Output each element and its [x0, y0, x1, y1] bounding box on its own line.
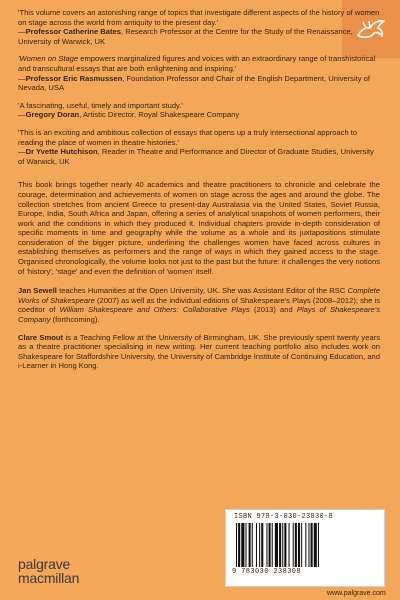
- barcode-bar: [305, 523, 306, 567]
- editor-name: Clare Smout: [18, 332, 64, 342]
- bio-title-italic: William Shakespeare and Others: Collaborative Plays: [59, 305, 250, 315]
- endorsement-quote: [18, 128, 380, 166]
- quote-text: 'This is an exciting and ambitious collection of essays that opens up a truly intersectional approach to reading the place of women in theatre histories.': [18, 127, 358, 147]
- isbn-label: ISBN 978-3-030-23830-8: [234, 513, 334, 521]
- endorser-name: Gregory Doran: [25, 110, 80, 120]
- endorser-role: , Artistic Director, Royal Shakespeare Company: [79, 110, 240, 120]
- bio-title-italic: Plays of Shakespeare's Company: [18, 305, 380, 325]
- barcode-bar: [279, 523, 281, 567]
- attribution-dash: —: [18, 110, 26, 120]
- attribution-dash: —: [18, 27, 26, 37]
- quote-text: 'A fascinating, useful, timely and important study.': [18, 100, 183, 110]
- isbn-barcode: [225, 509, 385, 587]
- bio-title-italic: Complete Works of Shakespeare: [18, 286, 380, 305]
- endorsement-quote: [18, 101, 380, 120]
- barcode-bar: [295, 523, 297, 567]
- quote-attribution: [18, 27, 380, 46]
- endorser-name: Professor Eric Rasmussen: [25, 73, 123, 83]
- barcode-bar: [252, 523, 253, 567]
- barcode-bar: [238, 523, 240, 567]
- bio-text: (forthcoming).: [50, 315, 100, 325]
- barcode-bar: [318, 523, 319, 567]
- endorser-name: Dr Yvette Hutchison: [25, 147, 98, 157]
- endorser-role: , Reader in Theatre and Performance and Director of Graduate Studies, University of Warwick, UK: [18, 147, 374, 166]
- barcode-bar: [266, 523, 267, 567]
- attribution-dash: —: [18, 147, 26, 157]
- barcode-digits: 9 783030 238308: [232, 568, 302, 576]
- endorser-role: , Foundation Professor and Chair of the English Department, University of Nevada, USA: [18, 73, 371, 93]
- barcode-bar: [269, 523, 271, 567]
- editor-bio: [18, 333, 380, 371]
- bio-text: (2007) as well as the individual editions of Shakespeare's Plays (2008–2012); she is coeditor of: [18, 295, 380, 315]
- bio-text: teaches Humanities at the Open University, UK. She was Assistant Editor of the RSC: [56, 286, 348, 296]
- barcode-bar: [308, 523, 309, 567]
- barcode-bar: [272, 523, 273, 567]
- quote-attribution: [18, 74, 380, 93]
- quote-attribution: [18, 147, 380, 166]
- barcode-bar: [236, 523, 237, 567]
- barcode-bar: [284, 523, 286, 567]
- publisher-name-line2: macmillan: [18, 570, 80, 586]
- endorser-role: , Research Professor at the Centre for the Study of the Renaissance, University of Warwick, UK: [18, 27, 353, 46]
- publisher-name-line1: palgrave: [18, 556, 71, 572]
- barcode-bar: [289, 523, 290, 567]
- barcode-bar: [275, 523, 278, 567]
- barcode-bar: [261, 523, 263, 567]
- editor-name: Jan Sewell: [18, 286, 57, 296]
- bio-text: is a Teaching Fellow at the University of Birmingham, UK. She previously spent twenty years as a theatre practitioner specialising in new writing. Her current teaching portfolio also includes work on Shakespeare for Staffordshire University, the University of Cambridge Institute of Continuing Education, and i-Learner in Hong Kong.: [18, 332, 380, 371]
- barcode-bars: [234, 523, 374, 567]
- quote-title-italic: 'Women on Stage: [18, 54, 79, 64]
- barcode-bar: [249, 523, 251, 567]
- barcode-bar: [241, 523, 244, 567]
- quote-text: empowers marginalized figures and voices with an extraordinary range of transhistorical and transcultural essays that are both enlightening and inspiring.': [18, 54, 376, 73]
- publisher-logo: [18, 557, 79, 585]
- publisher-url: www.palgrave.com: [327, 590, 386, 597]
- endorser-name: Professor Catherine Bates: [25, 27, 121, 37]
- bio-text: (2013) and: [249, 305, 297, 315]
- endorsement-quote: [18, 8, 380, 46]
- book-description: This book brings together nearly 40 academics and theatre practitioners to chronicle and celebrate the courage, determination and achievements of women on stage across the ages and around the globe. The collection stretches from ancient Greece to present-day Australasia via the United States, Soviet Russia, Europe, India, South Africa and Japan, offering a series of analytical snapshots of women performers, their work and the conditions in which they produced it. Individual chapters provide in-depth consideration of specific moments in time and geography while the volume as a whole and its juxtapositions stimulate consideration of the bigger picture, underlining the challenges women have faced across cultures in establishing themselves as performers and the range of ways in which they gained access to the stage. Organised chronologically, the volume looks not just to the past but the future: it challenges the very notions of 'history', 'stage' and even the definition of 'women' itself.: [18, 180, 380, 276]
- barcode-bar: [298, 523, 300, 567]
- barcode-bar: [256, 523, 257, 567]
- barcode-bar: [311, 523, 313, 567]
- editor-bio: [18, 286, 380, 324]
- barcode-bar: [314, 523, 317, 567]
- barcode-bar: [245, 523, 246, 567]
- barcode-bar: [301, 523, 302, 567]
- barcode-bar: [259, 523, 260, 567]
- attribution-dash: —: [18, 73, 26, 83]
- endorsement-quote: [18, 54, 380, 92]
- barcode-bar: [293, 523, 294, 567]
- back-cover-text: [18, 8, 380, 379]
- barcode-bar: [282, 523, 283, 567]
- quote-text: 'This volume covers an astonishing range of topics that investigate different aspects of the history of women on stage across the world from antiquity to the present day.': [18, 8, 380, 27]
- quote-attribution: [18, 110, 380, 120]
